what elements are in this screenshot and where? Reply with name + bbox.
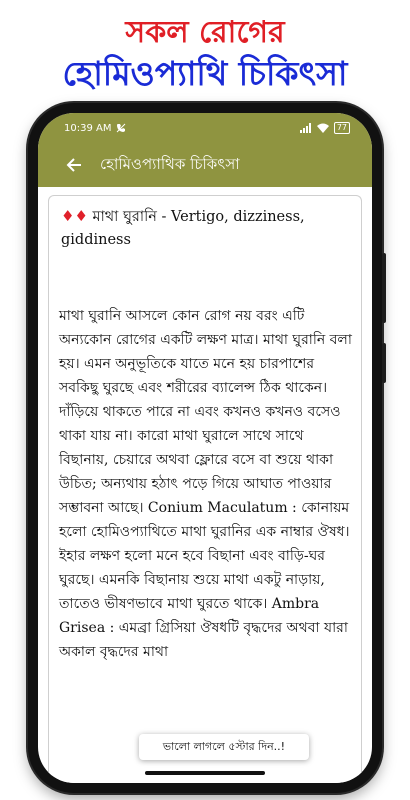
- toast-message: ভালো লাগলে ৫স্টার দিন..!: [139, 734, 309, 760]
- article-title: [49, 196, 361, 252]
- article-body: মাথা ঘুরানি আসলে কোন রোগ নয় বরং এটি অন্যকোন রোগের একটি লক্ষণ মাত্র। মাথা ঘুরানি বলা হয়। এমন অনুভূতিকে যাতে মনে হয় চারপাশের সবকিছু ঘুরছে এবং শরীরের ব্যালেন্স ঠিক থাকেন। দাঁড়িয়ে থাকতে পারে না এবং কখনও কখনও বসেও থাকা যায় না। কারো মাথা ঘুরালে সাথে সাথে বিছানায়, চেয়ারে অথবা ফ্লোরে বসে বা শুয়ে থাকা উচিত; অন্যথায় হঠাৎ পড়ে গিয়ে আঘাত পাওয়ার সম্ভাবনা আছে। Conium Maculatum : কোনায়ম হলো হোমিওপ্যাথিতে মাথা ঘুরানির এক নাম্বার ঔষধ। ইহার লক্ষণ হলো মনে হবে বিছানা এবং বাড়ি-ঘর ঘুরছে। এমনকি বিছানায় শুয়ে মাথা একটু নাড়ায়, তাতেও ভীষণভাবে মাথা ঘুরতে থাকে। Ambra Grisea : এমব্রা গ্রিসিয়া ঔষধটি বৃদ্ধদের অথবা যারা অকাল বৃদ্ধদের মাথা: [59, 308, 352, 660]
- status-time: 10:39 AM: [64, 122, 112, 134]
- phone-mockup: [28, 103, 382, 793]
- article-title-text: মাথা ঘুরানি - Vertigo, dizziness, giddiness: [61, 209, 305, 248]
- promo-headline-line1: সকল রোগের: [125, 15, 285, 50]
- article-card[interactable]: [48, 195, 362, 783]
- phone-call-icon: [116, 123, 126, 133]
- battery-icon: 77: [334, 122, 350, 134]
- home-indicator[interactable]: [145, 771, 265, 775]
- status-bar: [38, 113, 372, 143]
- diamond-icon: ♦♦: [61, 207, 88, 225]
- back-button[interactable]: [52, 143, 96, 187]
- app-toolbar: [38, 143, 372, 187]
- wifi-icon: [317, 123, 329, 133]
- arrow-left-icon: [66, 157, 82, 173]
- signal-icon: [300, 123, 312, 133]
- phone-side-button: [382, 343, 386, 383]
- promo-headline-line2: হোমিওপ্যাথি চিকিৎসা: [62, 54, 348, 93]
- toolbar-title: হোমিওপ্যাথিক চিকিৎসা: [100, 154, 240, 173]
- phone-side-button: [382, 253, 386, 323]
- phone-screen: [38, 113, 372, 783]
